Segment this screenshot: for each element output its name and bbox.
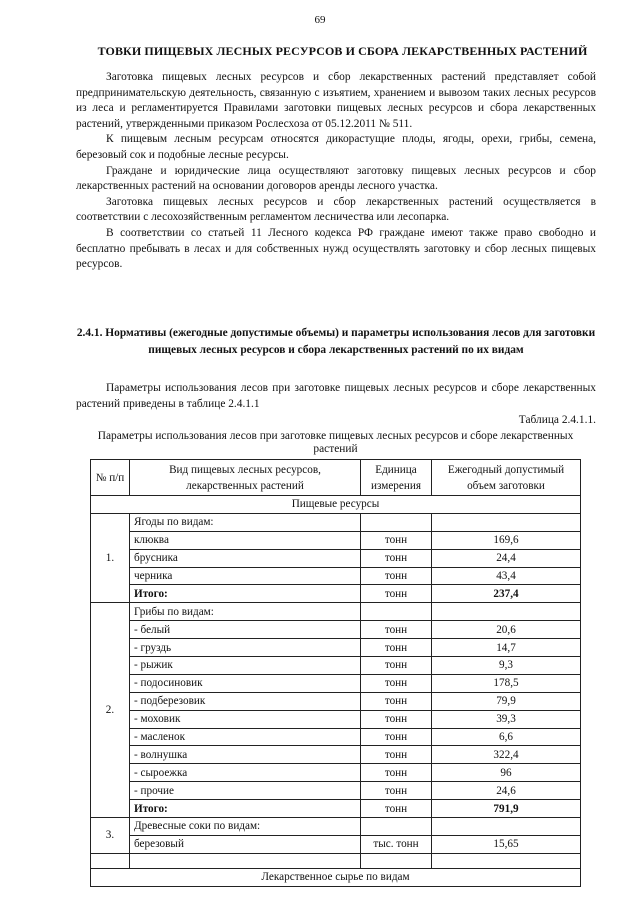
table-row bbox=[91, 513, 581, 531]
item-name: - волнушка bbox=[130, 746, 361, 764]
item-unit: тыс. тонн bbox=[361, 835, 432, 853]
table-row bbox=[91, 531, 581, 549]
item-name: - прочие bbox=[130, 782, 361, 800]
item-unit: тонн bbox=[361, 710, 432, 728]
table-intro-text bbox=[76, 380, 596, 412]
table-row bbox=[91, 621, 581, 639]
table-number: Таблица 2.4.1.1. bbox=[518, 414, 596, 426]
item-value: 39,3 bbox=[432, 710, 581, 728]
total-label: Итого: bbox=[130, 800, 361, 818]
item-unit: тонн bbox=[361, 657, 432, 675]
total-row bbox=[91, 800, 581, 818]
table-row bbox=[91, 782, 581, 800]
table-row bbox=[91, 764, 581, 782]
header-unit: Единица измерения bbox=[361, 460, 432, 496]
item-value: 14,7 bbox=[432, 639, 581, 657]
resources-table bbox=[90, 459, 581, 887]
total-value: 791,9 bbox=[432, 800, 581, 818]
item-name: брусника bbox=[130, 549, 361, 567]
table-row bbox=[91, 710, 581, 728]
item-value: 178,5 bbox=[432, 674, 581, 692]
row-number: 3. bbox=[91, 818, 130, 854]
item-name: - подосиновик bbox=[130, 674, 361, 692]
item-unit: тонн bbox=[361, 764, 432, 782]
section-label: Пищевые ресурсы bbox=[91, 496, 581, 514]
item-value: 322,4 bbox=[432, 746, 581, 764]
group-title: Древесные соки по видам: bbox=[130, 818, 361, 836]
total-unit: тонн bbox=[361, 800, 432, 818]
item-name: - рыжик bbox=[130, 657, 361, 675]
item-name: черника bbox=[130, 567, 361, 585]
page-heading: ТОВКИ ПИЩЕВЫХ ЛЕСНЫХ РЕСУРСОВ И СБОРА ЛЕКАРСТВЕННЫХ РАСТЕНИЙ bbox=[97, 44, 588, 58]
table-row bbox=[91, 692, 581, 710]
item-value: 15,65 bbox=[432, 835, 581, 853]
item-value: 24,6 bbox=[432, 782, 581, 800]
table-row bbox=[91, 746, 581, 764]
item-unit: тонн bbox=[361, 567, 432, 585]
table-caption: Параметры использования лесов при заготовке пищевых лесных ресурсов и сборе лекарственных растений bbox=[97, 430, 574, 455]
item-name: клюква bbox=[130, 531, 361, 549]
item-unit: тонн bbox=[361, 674, 432, 692]
row-number: 1. bbox=[91, 513, 130, 602]
row-number: 2. bbox=[91, 603, 130, 818]
header-volume: Ежегодный допустимый объем заготовки bbox=[432, 460, 581, 496]
item-unit: тонн bbox=[361, 621, 432, 639]
group-title: Грибы по видам: bbox=[130, 603, 361, 621]
item-value: 6,6 bbox=[432, 728, 581, 746]
section-heading: 2.4.1. Нормативы (ежегодные допустимые объемы) и параметры использования лесов для заготовки пищевых лесных ресурсов и сбора лекарственных растений по их видам bbox=[76, 327, 596, 356]
table-row bbox=[91, 603, 581, 621]
section-row-food bbox=[91, 496, 581, 514]
table-row bbox=[91, 674, 581, 692]
item-name: - подберезовик bbox=[130, 692, 361, 710]
item-value: 20,6 bbox=[432, 621, 581, 639]
item-name: - масленок bbox=[130, 728, 361, 746]
intro-paragraph: Заготовка пищевых лесных ресурсов и сбор лекарственных растений представляет собой предпринимательскую деятельность, связанную с изъятием, хранением и вывозом таких лесных ресурсов из леса и регламентируется Правилами заготовки пищевых лесных ресурсов и сбора лекарственных растений, утвержденными приказом Рослесхоза от 05.12.2011 № 511. bbox=[76, 71, 596, 130]
item-unit: тонн bbox=[361, 531, 432, 549]
item-value: 43,4 bbox=[432, 567, 581, 585]
table-row bbox=[91, 657, 581, 675]
item-value: 79,9 bbox=[432, 692, 581, 710]
item-name: - белый bbox=[130, 621, 361, 639]
table-row bbox=[91, 728, 581, 746]
empty-row bbox=[91, 853, 581, 868]
item-value: 169,6 bbox=[432, 531, 581, 549]
table-row bbox=[91, 835, 581, 853]
total-value: 237,4 bbox=[432, 585, 581, 603]
total-unit: тонн bbox=[361, 585, 432, 603]
header-name: Вид пищевых лесных ресурсов, лекарственных растений bbox=[130, 460, 361, 496]
item-unit: тонн bbox=[361, 728, 432, 746]
table-row bbox=[91, 549, 581, 567]
header-num: № п/п bbox=[91, 460, 130, 496]
item-name: - моховик bbox=[130, 710, 361, 728]
intro-paragraph: Граждане и юридические лица осуществляют заготовку пищевых лесных ресурсов и сбор лекарственных растений на основании договоров аренды лесного участка. bbox=[76, 164, 596, 193]
intro-paragraph: В соответствии со статьей 11 Лесного кодекса РФ граждане имеют также право свободно и бесплатно пребывать в лесах и для собственных нужд осуществлять заготовку и сбор лесных пищевых ресурсов. bbox=[76, 226, 596, 271]
item-unit: тонн bbox=[361, 746, 432, 764]
page-number: 69 bbox=[314, 14, 326, 26]
item-name: - груздь bbox=[130, 639, 361, 657]
total-label: Итого: bbox=[130, 585, 361, 603]
item-name: - сыроежка bbox=[130, 764, 361, 782]
total-row bbox=[91, 585, 581, 603]
item-value: 9,3 bbox=[432, 657, 581, 675]
intro-paragraph: К пищевым лесным ресурсам относятся дикорастущие плоды, ягоды, орехи, грибы, семена, березовый сок и подобные лесные ресурсы. bbox=[76, 133, 596, 161]
item-name: березовый bbox=[130, 835, 361, 853]
item-value: 24,4 bbox=[432, 549, 581, 567]
item-unit: тонн bbox=[361, 639, 432, 657]
item-unit: тонн bbox=[361, 692, 432, 710]
section-label: Лекарственное сырье по видам bbox=[91, 868, 581, 886]
item-unit: тонн bbox=[361, 549, 432, 567]
table-row bbox=[91, 639, 581, 657]
table-row bbox=[91, 818, 581, 836]
section-row-medicinal bbox=[91, 868, 581, 886]
item-unit: тонн bbox=[361, 782, 432, 800]
table-intro-paragraph: Параметры использования лесов при заготовке пищевых лесных ресурсов и сборе лекарственных растений приведены в таблице 2.4.1.1 bbox=[76, 382, 596, 410]
table-row bbox=[91, 567, 581, 585]
intro-text bbox=[76, 70, 596, 273]
intro-paragraph: Заготовка пищевых лесных ресурсов и сбор лекарственных растений осуществляется в соответствии с лесохозяйственным регламентом лесничества или лесопарка. bbox=[76, 195, 596, 224]
item-value: 96 bbox=[432, 764, 581, 782]
group-title: Ягоды по видам: bbox=[130, 513, 361, 531]
table-header-row bbox=[91, 460, 581, 496]
